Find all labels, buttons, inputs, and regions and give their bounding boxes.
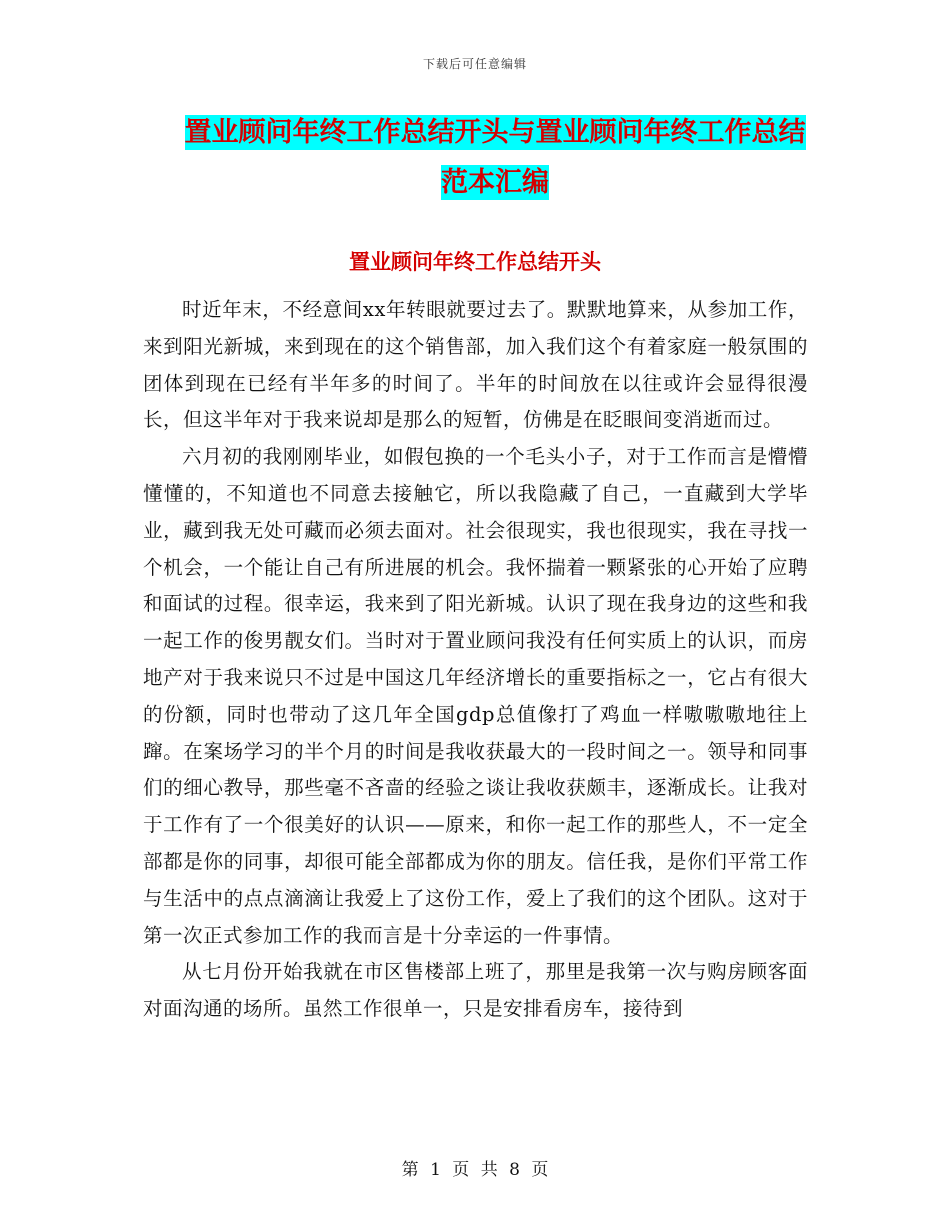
document-body (143, 292, 808, 1028)
body-paragraph-3: 从七月份开始我就在市区售楼部上班了，那里是我第一次与购房顾客面对面沟通的场所。虽然工作很单一，只是安排看房车，接待到 (143, 960, 808, 1021)
body-paragraph-1: 时近年末，不经意间xx年转眼就要过去了。默默地算来，从参加工作，来到阳光新城，来到现在的这个销售部，加入我们这个有着家庭一般氛围的团体到现在已经有半年多的时间了。半年的时间放在以往或许会显得很漫长，但这半年对于我来说却是那么的短暂，仿佛是在眨眼间变消逝而过。 (143, 298, 808, 432)
document-title-line-2: 范本汇编 (441, 167, 549, 198)
section-heading: 置业顾问年终工作总结开头 (349, 250, 601, 274)
document-title-line-1: 置业顾问年终工作总结开头与置业顾问年终工作总结 (184, 117, 806, 148)
page-header-note: 下载后可任意编辑 (422, 57, 527, 71)
document-title (150, 108, 840, 208)
body-paragraph-2: 六月初的我刚刚毕业，如假包换的一个毛头小子，对于工作而言是懵懵懂懂的，不知道也不同意去接触它，所以我隐藏了自己，一直藏到大学毕业，藏到我无处可藏而必须去面对。社会很现实，我也很现实，我在寻找一个机会，一个能让自己有所进展的机会。我怀揣着一颗紧张的心开始了应聘和面试的过程。很幸运，我来到了阳光新城。认识了现在我身边的这些和我一起工作的俊男靓女们。当时对于置业顾问我没有任何实质上的认识，而房地产对于我来说只不过是中国这几年经济增长的重要指标之一，它占有很大的份额，同时也带动了这几年全国gdp总值像打了鸡血一样嗷嗷嗷地往上蹿。在案场学习的半个月的时间是我收获最大的一段时间之一。领导和同事们的细心教导，那些毫不吝啬的经验之谈让我收获颇丰，逐渐成长。让我对于工作有了一个很美好的认识——原来，和你一起工作的那些人，不一定全部都是你的同事，却很可能全部都成为你的朋友。信任我，是你们平常工作与生活中的点点滴滴让我爱上了这份工作，爱上了我们的这个团队。这对于第一次正式参加工作的我而言是十分幸运的一件事情。 (143, 445, 808, 947)
page-number-footer: 第 1 页 共 8 页 (401, 1160, 549, 1180)
